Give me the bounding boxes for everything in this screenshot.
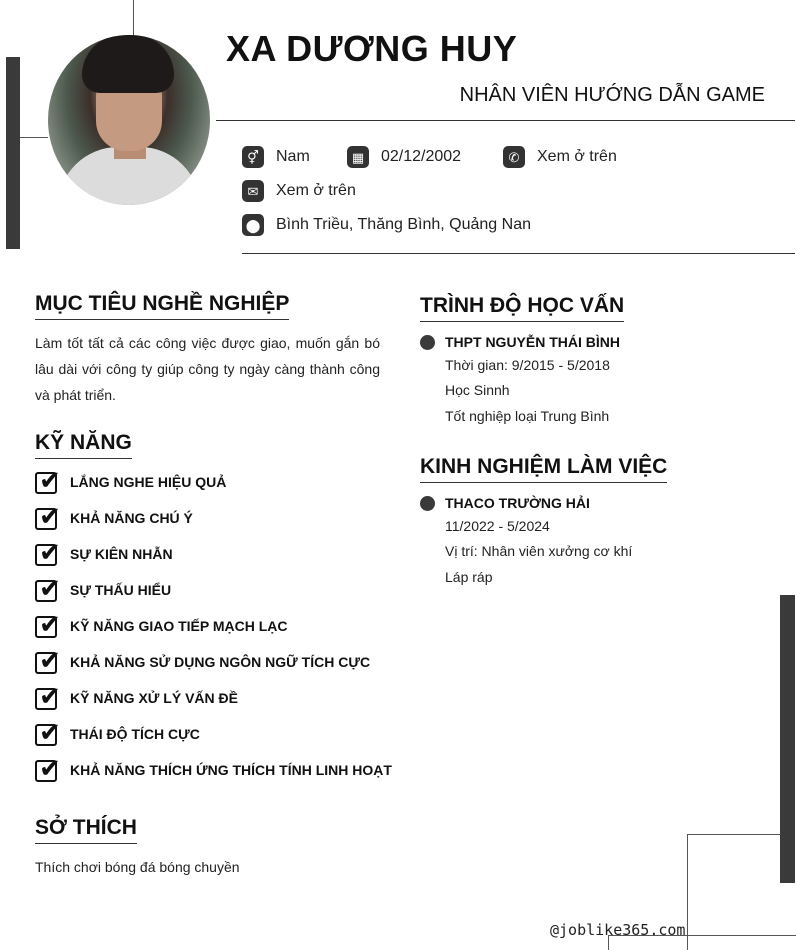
experience-heading: KINH NGHIỆM LÀM VIỆC [420,455,667,483]
skills-heading: KỸ NĂNG [35,431,132,459]
education-heading: TRÌNH ĐỘ HỌC VẤN [420,294,624,322]
skill-item [35,753,392,783]
experience-company: THACO TRƯỜNG HẢI [445,495,590,511]
skill-label: LẮNG NGHE HIỆU QUẢ [70,474,227,490]
skill-label: KỸ NĂNG GIAO TIẾP MẠCH LẠC [70,618,288,634]
phone-value: Xem ở trên [537,148,617,165]
top-vertical-line [133,0,134,36]
checkbox-checked-icon: ✔ [35,470,62,494]
address-value: Bình Triều, Thăng Bình, Quảng Nan [276,216,531,233]
skill-label: KHẢ NĂNG CHÚ Ý [70,510,193,526]
experience-position: Vị trí: Nhân viên xưởng cơ khí [445,543,633,559]
gender-icon: ⚥ [242,146,264,168]
left-connector-line [20,137,48,138]
skill-item [35,645,371,675]
header-divider [216,120,795,121]
checkbox-checked-icon: ✔ [35,506,62,530]
education-result: Tốt nghiệp loại Trung Bình [445,408,610,424]
profile-photo [48,35,210,205]
education-bullet [420,335,435,350]
skill-item [35,609,288,639]
gender-value: Nam [276,148,310,165]
experience-period: 11/2022 - 5/2024 [445,518,550,534]
checkbox-checked-icon: ✔ [35,686,62,710]
hobbies-text: Thích chơi bóng đá bóng chuyền [35,859,240,875]
corner-frame-left [687,834,688,950]
email-value: Xem ở trên [276,182,356,199]
candidate-name: XA DƯƠNG HUY [226,28,518,69]
corner-frame-top [687,834,781,835]
objective-text: Làm tốt tất cả các công việc được giao, muốn gắn bó lâu dài với công ty giúp công ty ngày càng thành công và phát triển. [35,335,380,403]
skill-item [35,537,173,567]
contact-birthday [347,146,461,168]
contact-divider [242,253,795,254]
watermark: @joblike365.com [550,921,686,939]
location-pin-icon: ⬤ [242,214,264,236]
skill-item [35,501,193,531]
skill-label: THÁI ĐỘ TÍCH CỰC [70,726,200,742]
skill-label: KHẢ NĂNG THÍCH ỨNG THÍCH TÍNH LINH HOẠT [70,762,392,778]
left-accent-bar [6,57,20,249]
checkbox-checked-icon: ✔ [35,650,62,674]
education-period: Thời gian: 9/2015 - 5/2018 [445,357,610,373]
education-role: Học Sinnh [445,382,510,398]
skill-item [35,573,172,603]
objective-heading: MỤC TIÊU NGHỀ NGHIỆP [35,292,289,320]
skill-item [35,717,200,747]
skill-label: KỸ NĂNG XỬ LÝ VẤN ĐỀ [70,690,238,706]
skill-label: SỰ THẤU HIỂU [70,582,172,598]
hobbies-heading: SỞ THÍCH [35,816,137,844]
phone-icon: ✆ [503,146,525,168]
job-title: NHÂN VIÊN HƯỚNG DẪN GAME [459,84,765,106]
calendar-icon: ▦ [347,146,369,168]
contact-phone [503,146,617,168]
birthday-value: 02/12/2002 [381,148,462,165]
checkbox-checked-icon: ✔ [35,614,62,638]
checkbox-checked-icon: ✔ [35,542,62,566]
education-school: THPT NGUYỄN THÁI BÌNH [445,334,620,350]
contact-email [242,180,356,202]
contact-address [242,214,531,236]
checkbox-checked-icon: ✔ [35,722,62,746]
right-accent-bar [780,595,795,883]
experience-task: Láp ráp [445,569,493,585]
checkbox-checked-icon: ✔ [35,758,62,782]
experience-bullet [420,496,435,511]
checkbox-checked-icon: ✔ [35,578,62,602]
envelope-icon: ✉ [242,180,264,202]
skill-item [35,681,238,711]
skill-label: SỰ KIÊN NHẪN [70,546,173,562]
skill-label: KHẢ NĂNG SỬ DỤNG NGÔN NGỮ TÍCH CỰC [70,654,371,670]
skill-item [35,465,227,495]
contact-gender [242,146,310,168]
